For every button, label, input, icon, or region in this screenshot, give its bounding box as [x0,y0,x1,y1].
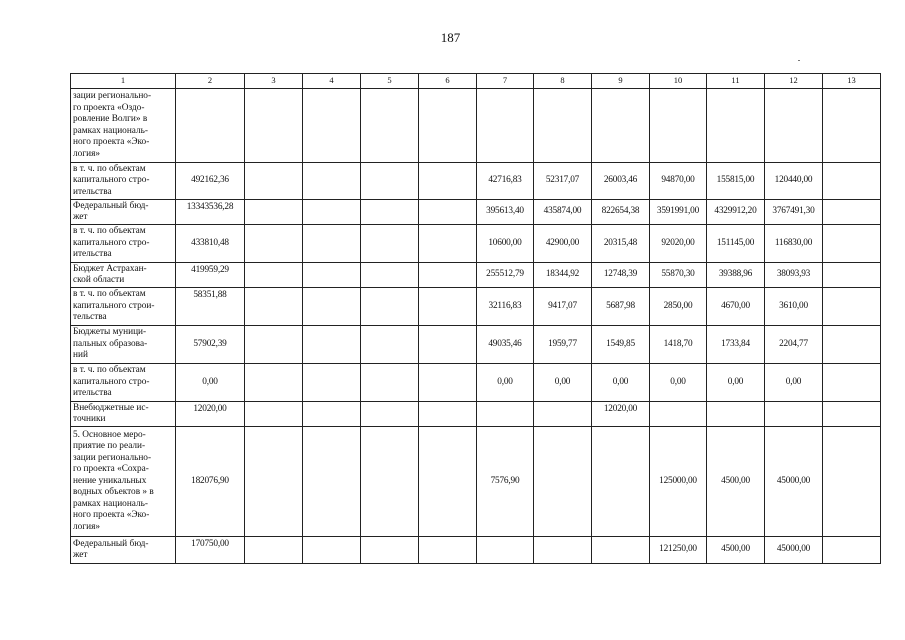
table-cell: 92020,00 [650,225,707,263]
table-cell: 26003,46 [592,163,650,200]
table-cell [303,200,361,225]
table-cell [361,163,419,200]
table-cell [303,427,361,537]
table-cell [534,427,592,537]
table-cell [419,89,477,163]
table-cell [823,402,881,427]
column-header: 9 [592,74,650,89]
table-cell [823,225,881,263]
column-header: 13 [823,74,881,89]
table-cell: 1733,84 [707,326,765,364]
table-cell [592,427,650,537]
table-cell: 9417,07 [534,288,592,326]
table-row [71,225,881,263]
table-cell [361,427,419,537]
row-label: зации регионально- го проекта «Оздо- ровление Волги» в рамках националь- ного проекта «Эко- логия» [71,89,176,163]
table-cell [707,402,765,427]
table-cell [823,326,881,364]
row-label: Бюджеты муници- пальных образова- ний [71,326,176,364]
table-cell [419,364,477,402]
table-cell [419,163,477,200]
table-row [71,537,881,564]
table-cell [823,163,881,200]
table-cell: 0,00 [176,364,245,402]
table-cell: 182076,90 [176,427,245,537]
table-cell: 0,00 [477,364,534,402]
row-label: в т. ч. по объектам капитального строи- тельства [71,288,176,326]
row-label: 5. Основное меро- приятие по реали- зации регионально- го проекта «Сохра- нение уникальных водных объектов » в рамках националь- ного проекта «Эко- логия» [71,427,176,537]
page-number-text: 187 [440,30,461,45]
table-cell: 0,00 [707,364,765,402]
table-cell: 0,00 [650,364,707,402]
table-cell [823,427,881,537]
table-cell: 255512,79 [477,263,534,288]
table-cell: 32116,83 [477,288,534,326]
table-cell: 2850,00 [650,288,707,326]
table-cell: 3767491,30 [765,200,823,225]
table-cell: 151145,00 [707,225,765,263]
row-label: в т. ч. по объектам капитального стро- ительства [71,163,176,200]
table-cell: 12020,00 [592,402,650,427]
table-cell [245,288,303,326]
table-row [71,263,881,288]
table-row [71,364,881,402]
table-cell [534,537,592,564]
table-cell: 20315,48 [592,225,650,263]
table-cell [419,200,477,225]
table-cell: 155815,00 [707,163,765,200]
table-row [71,163,881,200]
table-cell: 0,00 [592,364,650,402]
table-cell [707,89,765,163]
table-cell [592,89,650,163]
row-label: Бюджет Астрахан- ской области [71,263,176,288]
table-cell [303,364,361,402]
table-cell: 435874,00 [534,200,592,225]
column-header: 2 [176,74,245,89]
table-cell [419,225,477,263]
table-cell [303,225,361,263]
column-header: 5 [361,74,419,89]
table-cell [823,200,881,225]
budget-table [70,73,881,564]
table-cell: 822654,38 [592,200,650,225]
column-header: 4 [303,74,361,89]
table-row [71,326,881,364]
table-cell [245,326,303,364]
table-cell [303,263,361,288]
table-cell [823,364,881,402]
table-cell [419,263,477,288]
table-cell: 42900,00 [534,225,592,263]
table-cell [765,89,823,163]
table-cell [419,402,477,427]
table-cell: 492162,36 [176,163,245,200]
table-row [71,89,881,163]
table-cell [477,537,534,564]
column-header: 10 [650,74,707,89]
table-cell [361,225,419,263]
table-cell: 39388,96 [707,263,765,288]
table-cell: 58351,88 [176,288,245,326]
table-cell: 125000,00 [650,427,707,537]
table-cell [303,326,361,364]
table-cell [245,225,303,263]
table-cell: 49035,46 [477,326,534,364]
table-cell [823,89,881,163]
table-cell: 120440,00 [765,163,823,200]
table-cell [361,402,419,427]
row-label: Федеральный бюд- жет [71,537,176,564]
table-cell [477,402,534,427]
table-cell [303,288,361,326]
table-cell: 12020,00 [176,402,245,427]
table-cell [419,537,477,564]
table-cell: 3610,00 [765,288,823,326]
table-row [71,200,881,225]
table-cell: 3591991,00 [650,200,707,225]
table-cell: 1418,70 [650,326,707,364]
table-cell [361,263,419,288]
table-cell [419,427,477,537]
table-cell [176,89,245,163]
table-cell: 121250,00 [650,537,707,564]
table-cell [245,427,303,537]
table-cell [303,537,361,564]
table-cell: 0,00 [765,364,823,402]
column-header: 11 [707,74,765,89]
table-cell [534,89,592,163]
table-cell [245,364,303,402]
table-cell: 1959,77 [534,326,592,364]
table-cell: 12748,39 [592,263,650,288]
column-header: 1 [71,74,176,89]
table-cell: 4670,00 [707,288,765,326]
row-label: в т. ч. по объектам капитального стро- ительства [71,225,176,263]
page-number [0,30,905,46]
table-cell [650,402,707,427]
table-row [71,427,881,537]
table-cell [245,263,303,288]
table-cell [245,402,303,427]
table-cell [303,89,361,163]
table-cell [361,364,419,402]
table-cell: 55870,30 [650,263,707,288]
table-cell: 419959,29 [176,263,245,288]
table-cell: 4329912,20 [707,200,765,225]
column-header: 6 [419,74,477,89]
column-header: 3 [245,74,303,89]
table-cell: 52317,07 [534,163,592,200]
table-cell [361,537,419,564]
table-row [71,402,881,427]
table-cell: 433810,48 [176,225,245,263]
row-label: в т. ч. по объектам капитального стро- ительства [71,364,176,402]
table-cell [419,326,477,364]
table-cell: 94870,00 [650,163,707,200]
column-number-row [71,74,881,89]
row-label: Федеральный бюд- жет [71,200,176,225]
table-cell: 0,00 [534,364,592,402]
table-cell [534,402,592,427]
table-cell [303,163,361,200]
table-cell: 395613,40 [477,200,534,225]
table-cell [303,402,361,427]
table-cell: 57902,39 [176,326,245,364]
table-cell [361,89,419,163]
table-cell [245,200,303,225]
table-cell: 10600,00 [477,225,534,263]
column-header: 7 [477,74,534,89]
table-cell [361,326,419,364]
table-cell: 2204,77 [765,326,823,364]
table-cell: 1549,85 [592,326,650,364]
column-header: 12 [765,74,823,89]
table-cell [823,263,881,288]
table-cell [823,537,881,564]
table-cell [361,200,419,225]
table-cell: 38093,93 [765,263,823,288]
table-cell: 4500,00 [707,427,765,537]
table-cell: 45000,00 [765,427,823,537]
table-cell [361,288,419,326]
table-cell [592,537,650,564]
table-cell [419,288,477,326]
scan-speck [798,60,800,61]
table-cell [245,89,303,163]
table-cell [823,288,881,326]
column-header: 8 [534,74,592,89]
table-cell: 7576,90 [477,427,534,537]
table-row [71,288,881,326]
table-cell: 18344,92 [534,263,592,288]
table-cell: 45000,00 [765,537,823,564]
table-cell [245,537,303,564]
table-cell [765,402,823,427]
row-label: Внебюджетные ис- точники [71,402,176,427]
table-cell [477,89,534,163]
table-cell [650,89,707,163]
table-cell: 4500,00 [707,537,765,564]
table-cell: 116830,00 [765,225,823,263]
table-cell: 13343536,28 [176,200,245,225]
table-cell: 42716,83 [477,163,534,200]
table-cell [245,163,303,200]
table-cell: 5687,98 [592,288,650,326]
table-cell: 170750,00 [176,537,245,564]
